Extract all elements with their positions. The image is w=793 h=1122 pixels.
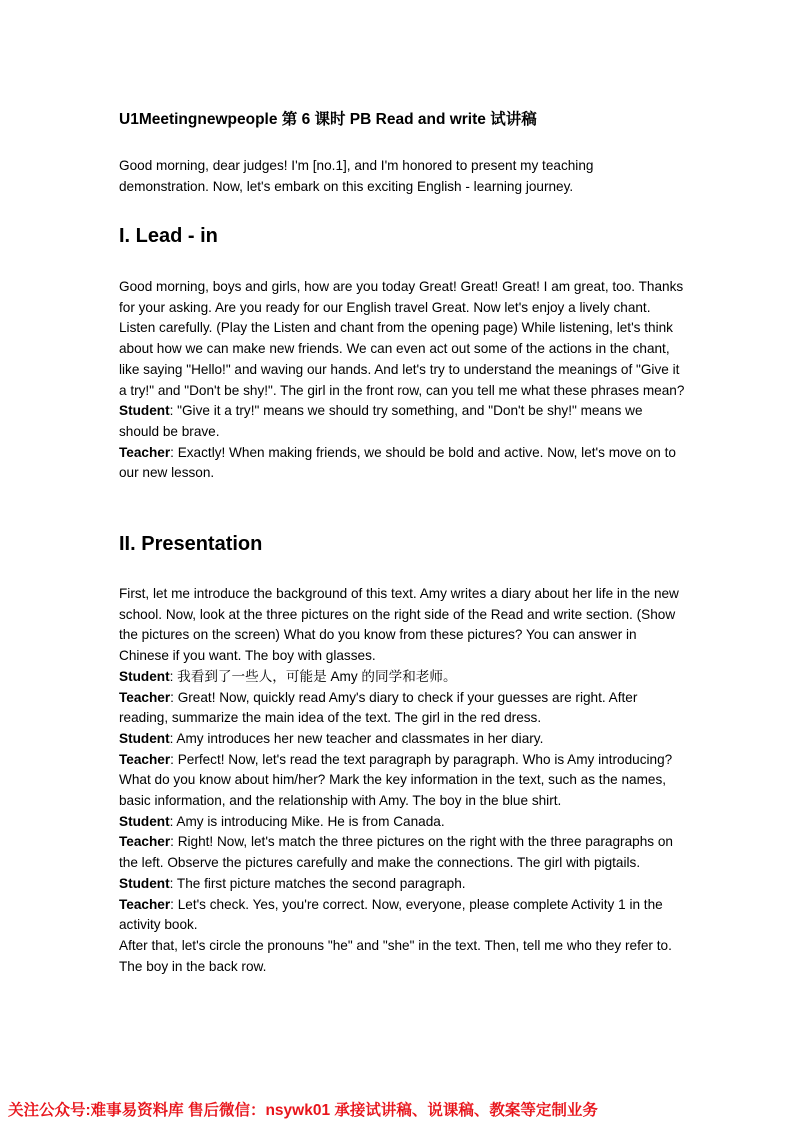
- promo-footer: 关注公众号:难事易资料库 售后微信：nsywk01 承接试讲稿、说课稿、教案等定制业务: [8, 1102, 598, 1119]
- speaker-label: Teacher: [119, 689, 171, 705]
- paragraph: After that, let's circle the pronouns "he" and "she" in the text. Then, tell me who they refer to. The boy in the back row.: [119, 937, 672, 974]
- speaker-label: Teacher: [119, 751, 171, 767]
- speaker-label: Student: [119, 813, 170, 829]
- speaker-label: Student: [119, 668, 170, 684]
- speaker-label: Teacher: [119, 444, 171, 460]
- paragraph: Student: Amy introduces her new teacher and classmates in her diary.: [119, 730, 544, 746]
- paragraph: Student: 我看到了一些人，可能是 Amy 的同学和老师。: [119, 668, 457, 684]
- speaker-label: Student: [119, 875, 170, 891]
- document-title: U1Meetingnewpeople 第 6 课时 PB Read and write 试讲稿: [119, 111, 537, 128]
- section-heading-lead-in: I. Lead - in: [119, 225, 218, 247]
- intro-text: Good morning, dear judges! I'm [no.1], and I'm honored to present my teaching demonstration. Now, let's embark on this exciting English - learning journey.: [119, 158, 594, 194]
- paragraph: Teacher: Exactly! When making friends, we should be bold and active. Now, let's move on to our new lesson.: [119, 444, 676, 481]
- paragraph: Teacher: Let's check. Yes, you're correct. Now, everyone, please complete Activity 1 in the activity book.: [119, 896, 663, 933]
- speaker-label: Teacher: [119, 896, 171, 912]
- intro-paragraph: [119, 156, 685, 197]
- paragraph: Student: The first picture matches the second paragraph.: [119, 875, 466, 891]
- paragraph: Student: Amy is introducing Mike. He is from Canada.: [119, 813, 445, 829]
- paragraph: Student: "Give it a try!" means we should try something, and "Don't be shy!" means we should be brave.: [119, 403, 643, 439]
- presentation-body: [119, 584, 685, 977]
- paragraph: Teacher: Perfect! Now, let's read the text paragraph by paragraph. Who is Amy introducing? What do you know about him/her? Mark the key information in the text, such as the names, basic information, and the relationship with Amy. The boy in the blue shirt.: [119, 751, 673, 809]
- paragraph: First, let me introduce the background of this text. Amy writes a diary about her life in the new school. Now, look at the three pictures on the right side of the Read and write section. (Show the pictures on the screen) What do you know from these pictures? You can answer in Chinese if you want. The boy with glasses.: [119, 586, 679, 664]
- paragraph: Good morning, boys and girls, how are you today Great! Great! Great! I am great, too. Thanks for your asking. Are you ready for our English travel Great. Now let's enjoy a lively chant. Listen carefully. (Play the Listen and chant from the opening page) While listening, let's think about how we can make new friends. We can even act out some of the actions in the chant, like saying "Hello!" and waving our hands. And let's try to understand the meanings of "Give it a try!" and "Don't be shy!". The girl in the front row, can you tell me what these phrases mean?: [119, 279, 685, 398]
- speaker-label: Student: [119, 403, 170, 419]
- section-heading-presentation: II. Presentation: [119, 533, 263, 555]
- paragraph: Teacher: Right! Now, let's match the three pictures on the right with the three paragraphs on the left. Observe the pictures carefully and make the connections. The girl with pigtails.: [119, 834, 673, 871]
- speaker-label: Teacher: [119, 834, 171, 850]
- speaker-label: Student: [119, 730, 170, 746]
- paragraph: Teacher: Great! Now, quickly read Amy's diary to check if your guesses are right. After reading, summarize the main idea of the text. The girl in the red dress.: [119, 689, 638, 726]
- lead-in-body: [119, 277, 685, 484]
